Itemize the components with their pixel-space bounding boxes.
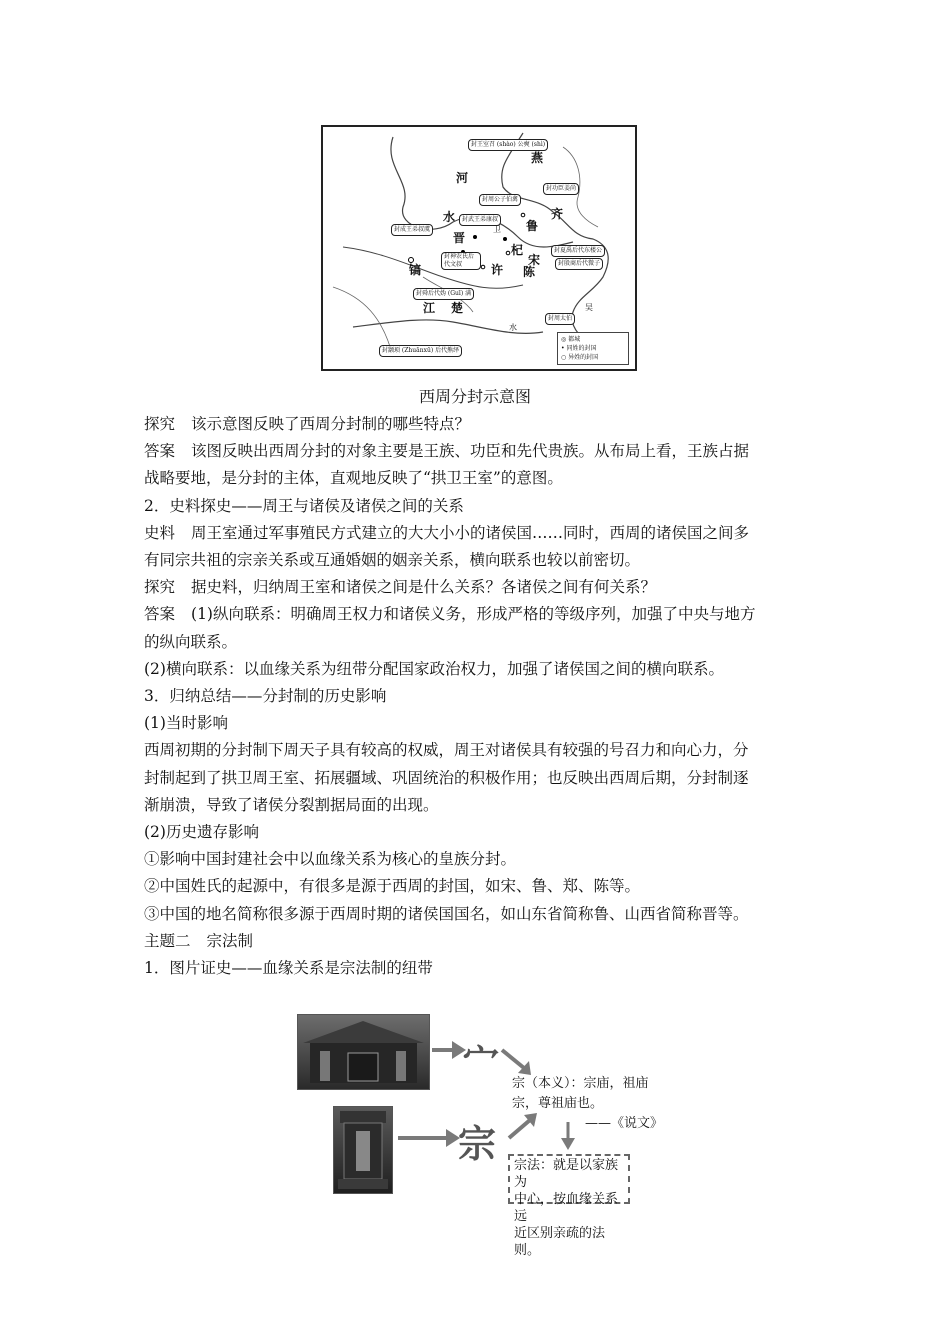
legend-same-surname: • 同姓的封国 — [561, 345, 597, 352]
map-state-qi: 齐 — [551, 207, 564, 221]
arrow-temple-to-roof — [432, 1048, 454, 1052]
map-state-wu: 吴 — [585, 303, 593, 312]
map-river-he: 河 — [456, 171, 469, 185]
map-label-xia-fief: 封夏禹后代东楼公 — [551, 245, 605, 257]
map-label-qi-fief: 封功臣姜尚 — [543, 183, 579, 195]
map-state-yan: 燕 — [531, 151, 544, 165]
text-line: 史料 周王室通过军事殖民方式建立的大大小小的诸侯国……同时，西周的诸侯国之间多 — [144, 523, 750, 542]
text-line: 答案 (1)纵向联系：明确周王权力和诸侯义务，形成严格的等级序列，加强了中央与地方 — [144, 605, 756, 624]
map-state-chen: 陈 — [523, 265, 536, 279]
zong-char: 宗 — [458, 1121, 497, 1166]
text-line: (2)横向联系：以血缘关系为纽带分配国家政治权力，加强了诸侯国之间的横向联系。 — [144, 659, 724, 678]
map-state-song: 宋 — [528, 253, 541, 267]
text-line: ②中国姓氏的起源中，有很多是源于西周的封国，如宋、鲁、郑、陈等。 — [144, 877, 641, 896]
zongfa-definition-box: 宗法：就是以家族为 中心，按血缘关系远 近区别亲疏的法则。 — [508, 1154, 630, 1204]
map-state-jin: 晋 — [453, 231, 466, 245]
text-line: 西周初期的分封制下周天子具有较高的权威，周王对诸侯具有较强的号召力和向心力，分 — [144, 741, 749, 760]
map-state-wei: 卫 — [493, 225, 501, 234]
roof-radical-char: 宀 — [463, 1040, 500, 1082]
arrow-zong-to-meaning — [506, 1110, 540, 1142]
map-legend — [557, 332, 629, 365]
map-state-chu: 楚 — [451, 301, 464, 315]
temple-drawing — [298, 1015, 429, 1089]
map-label-wu-fief: 封周太伯 — [545, 313, 575, 325]
body-text — [144, 411, 814, 982]
text-line: 探究 该示意图反映了西周分封制的哪些特点？ — [144, 415, 471, 433]
map-state-xu: 许 — [491, 263, 504, 277]
legend-other-surname: ○ 异姓的封国 — [561, 354, 599, 361]
shuowen-source: ——《说文》 — [585, 1116, 664, 1131]
map-caption: 西周分封示意图 — [418, 387, 531, 406]
map-label-zhuanxu-fief: 封颛顼 (Zhuānxū) 后代熊绎 — [379, 345, 462, 357]
map-label-lu-fief: 封周公子伯禽 — [479, 194, 521, 206]
text-line: (1)当时影响 — [144, 714, 228, 733]
map-river-jiang: 江 — [423, 301, 436, 315]
map-label-yan-fief: 封王室召 (shào) 公奭 (shì) — [468, 139, 548, 151]
map-capital-hao: 镐 — [409, 263, 422, 277]
map-label-shen-fief: 封神农氏后代文叔 — [441, 252, 481, 270]
arrow-down-to-definition — [560, 1122, 576, 1152]
text-line: ①影响中国封建社会中以血缘关系为核心的皇族分封。 — [144, 850, 517, 869]
text-line: 封制起到了拱卫周王室、拓展疆域、巩固统治的积极作用；也反映出西周后期，分封制逐 — [144, 768, 749, 787]
shrine-drawing — [334, 1107, 392, 1193]
map-label-shun-fief: 封舜后代妫 (Guī) 满 — [413, 288, 474, 300]
arrow-shrine-to-zong — [398, 1136, 448, 1140]
text-line: 答案 该图反映出西周分封的对象主要是王族、功臣和先代贵族。从布局上看，王族占据 — [144, 442, 750, 461]
map-state-lu: 鲁 — [526, 219, 539, 233]
text-line: (2)历史遗存影响 — [144, 823, 259, 842]
map-label-jin-fief: 封成王弟叔虞 — [391, 224, 433, 236]
western-zhou-enfeoffment-map — [321, 125, 637, 371]
text-line: 渐崩溃，导致了诸侯分裂割据局面的出现。 — [144, 795, 439, 814]
map-label-yin-fief: 封殷商后代微子 — [555, 258, 603, 270]
ancestral-tablet-shrine-photo — [333, 1106, 393, 1194]
ancestral-temple-photo — [297, 1014, 430, 1090]
map-river-shui: 水 — [443, 210, 456, 224]
text-line: 1．图片证史——血缘关系是宗法制的纽带 — [144, 959, 433, 978]
arrow-roof-to-meaning — [500, 1046, 534, 1076]
map-state-qi2: 杞 — [511, 243, 524, 257]
text-line: 的纵向联系。 — [144, 632, 238, 651]
text-line: 3．归纳总结——分封制的历史影响 — [144, 687, 387, 706]
text-line: 主题二 宗法制 — [144, 931, 254, 950]
map-label-wei-fief: 封武王弟康叔 — [459, 214, 501, 226]
zong-meaning-note: 宗（本义）：宗庙，祖庙 宗，尊祖庙也。 — [512, 1076, 649, 1111]
map-river-shui2: 水 — [509, 323, 517, 332]
text-line: 2．史料探史——周王与诸侯及诸侯之间的关系 — [144, 496, 464, 515]
text-line: ③中国的地名简称很多源于西周时期的诸侯国国名，如山东省简称鲁、山西省简称晋等。 — [144, 904, 749, 923]
text-line: 战略要地，是分封的主体，直观地反映了“拱卫王室”的意图。 — [144, 469, 563, 488]
text-line: 有同宗共祖的宗亲关系或互通婚姻的姻亲关系，横向联系也较以前密切。 — [144, 551, 641, 570]
legend-capital: ◎ 都城 — [561, 336, 581, 343]
text-line: 探究 据史料，归纳周王室和诸侯之间是什么关系？各诸侯之间有何关系？ — [144, 578, 657, 597]
